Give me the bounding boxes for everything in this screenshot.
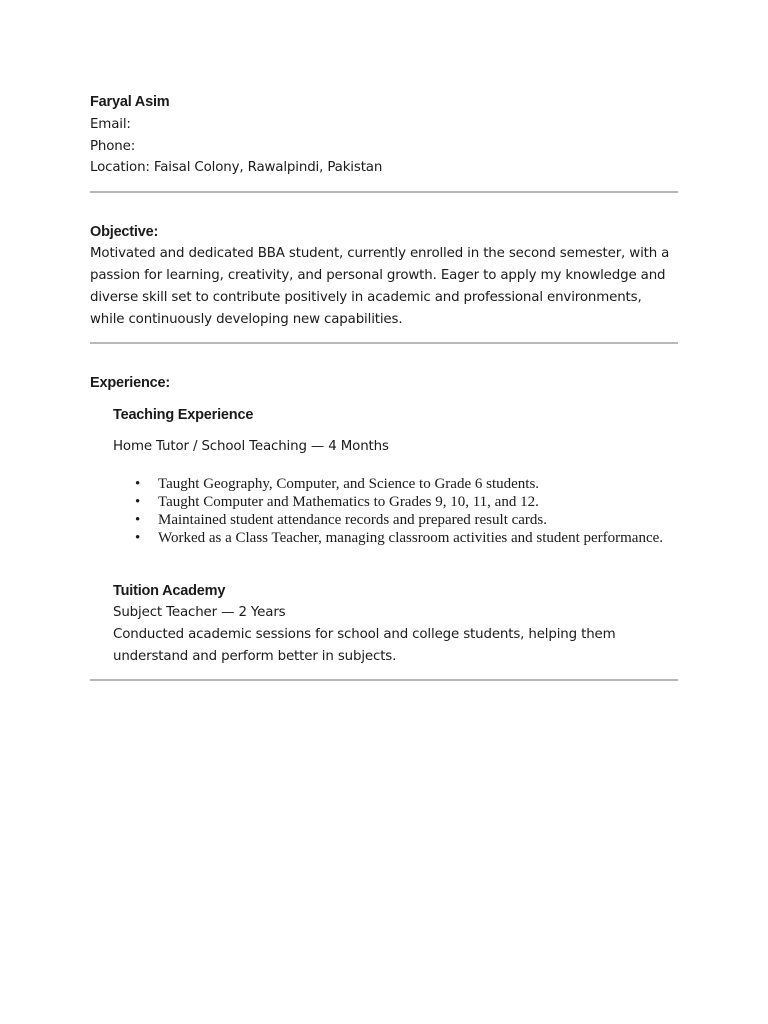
- teaching-experience-title: Teaching Experience: [113, 407, 254, 424]
- teaching-role: Home Tutor / School Teaching — 4 Months: [113, 439, 389, 455]
- objective-heading: Objective:: [90, 224, 159, 241]
- resume-page: [90, 92, 678, 681]
- teaching-duties-list: [90, 475, 678, 547]
- bullet-icon: •: [135, 530, 141, 546]
- tuition-description: Conducted academic sessions for school and college students, helping them understand and perform better in subjects.: [113, 626, 616, 664]
- bullet-icon: •: [135, 494, 141, 510]
- contact-section: [90, 92, 678, 179]
- section-divider: [90, 342, 678, 344]
- tuition-academy-title: Tuition Academy: [113, 583, 226, 599]
- list-item: [113, 475, 678, 493]
- bullet-icon: •: [135, 476, 141, 492]
- experience-heading: Experience:: [90, 375, 171, 392]
- phone-line: Phone:: [90, 138, 136, 154]
- list-item: [113, 493, 678, 511]
- section-divider: [90, 191, 678, 193]
- section-divider: [90, 679, 678, 681]
- location-line: Location: Faisal Colony, Rawalpindi, Pakistan: [90, 160, 383, 176]
- duty-text: Worked as a Class Teacher, managing classroom activities and student performance.: [158, 530, 664, 546]
- email-line: Email:: [90, 117, 131, 132]
- experience-section: [90, 373, 678, 667]
- tuition-academy-block: [113, 581, 678, 667]
- list-item: [113, 511, 678, 529]
- objective-text: Motivated and dedicated BBA student, currently enrolled in the second semester, with a passion for learning, creativity, and personal growth. Eager to apply my knowledge and diverse skill set to contribute positively in academic and professional environments, while continuously developing new capabilities.: [90, 246, 670, 327]
- teaching-experience-block: [113, 405, 678, 458]
- tuition-role: Subject Teacher — 2 Years: [113, 605, 286, 620]
- candidate-name: Faryal Asim: [90, 94, 170, 110]
- bullet-icon: •: [135, 512, 141, 528]
- list-item: [113, 529, 678, 547]
- duty-text: Maintained student attendance records and prepared result cards.: [158, 512, 548, 528]
- duty-text: Taught Computer and Mathematics to Grades 9, 10, 11, and 12.: [158, 494, 539, 510]
- objective-section: [90, 222, 678, 330]
- duty-text: Taught Geography, Computer, and Science to Grade 6 students.: [158, 476, 540, 492]
